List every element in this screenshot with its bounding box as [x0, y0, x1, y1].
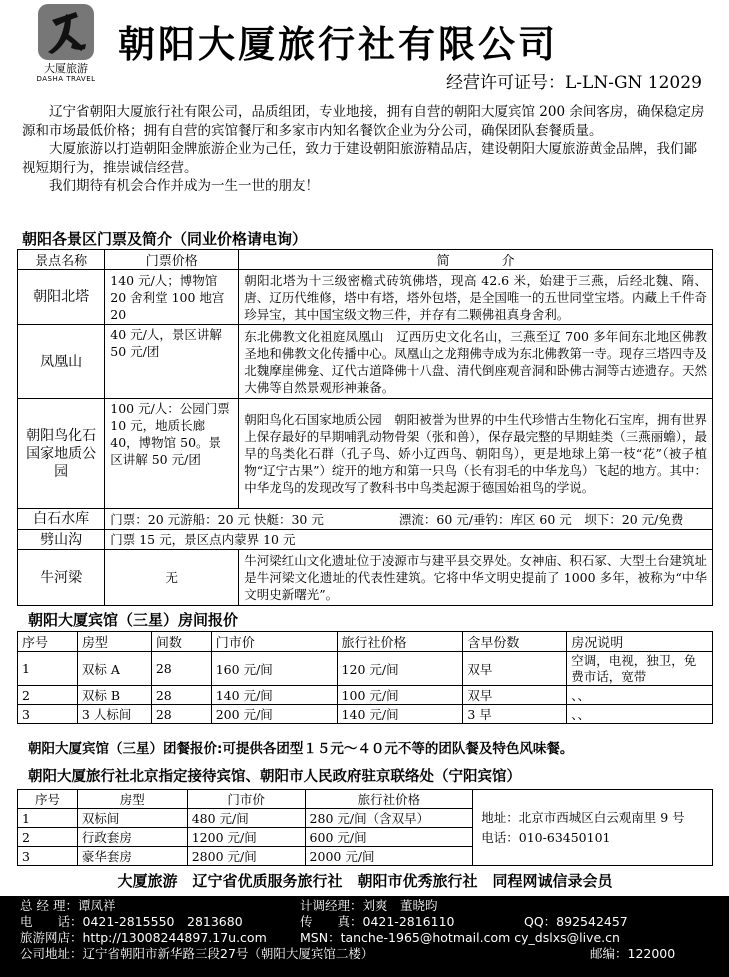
table-cell: 28	[151, 652, 211, 686]
table-cell: 1	[18, 652, 78, 686]
website-link[interactable]: 旅游网店：http://13008244897.17u.com	[20, 930, 267, 945]
table-row	[18, 399, 713, 509]
table-cell: 3	[18, 847, 78, 866]
table-row	[18, 705, 713, 724]
logo-text: 大厦旅游	[44, 62, 88, 75]
telephone: 电 话：0421-2815550 2813680	[20, 914, 243, 929]
table-cell: 2	[18, 686, 78, 705]
spot-name: 朝阳鸟化石国家地质公园	[18, 399, 105, 509]
table-cell: 双早	[463, 686, 567, 705]
table-header-row	[18, 790, 713, 809]
logo-english-text: DASHA TRAVEL	[36, 75, 96, 83]
table-cell: 双标 B	[77, 686, 151, 705]
column-header: 旅行社价格	[337, 632, 463, 652]
header	[0, 0, 729, 92]
table-cell: 160 元/间	[211, 652, 337, 686]
table-cell: 豪华套房	[77, 847, 187, 866]
column-header: 序号	[18, 632, 78, 652]
spot-price: 无	[105, 550, 239, 606]
spot-price: 140 元/人；博物馆 20 舍利堂 100 地宫 20	[105, 270, 239, 325]
beijing-hotel-table	[17, 789, 713, 866]
beijing-contact	[473, 790, 713, 866]
spot-description: 东北佛教文化祖庭凤凰山 辽西历史文化名山，三燕至辽 700 多年间东北地区佛教圣地和佛教文化传播中心。凤凰山之龙翔佛寺成为东北佛教第一寺。现存三塔四寺及北魏摩崖佛龛、辽代古道降佛十八盘、清代倒座观音洞和卧佛古洞等古迹遗存。天然大佛等自然景观形神兼备。	[239, 325, 713, 399]
fax: 传 真：0421-2816110	[300, 914, 455, 929]
table-row	[18, 550, 713, 606]
table-cell: 双标 A	[77, 652, 151, 686]
table-cell: 、、	[567, 686, 713, 705]
intro-text	[22, 103, 710, 196]
table-cell: 280 元/间（含双早）	[305, 809, 473, 828]
table-row	[18, 652, 713, 686]
table-cell: 200 元/间	[211, 705, 337, 724]
logo-mark-icon	[38, 4, 94, 60]
table-cell: 28	[151, 705, 211, 724]
table-row	[18, 686, 713, 705]
spot-description: 朝阳鸟化石国家地质公园 朝阳被誉为世界的中生代珍惜古生物化石宝库，拥有世界上保存最好的早期哺乳动物骨架（张和兽），保存最完整的早期蛙类（三燕丽蟾），最早的鸟类化石群（孔子鸟、娇小辽西鸟、朝阳鸟），更是地球上第一枝“花”（被子植物“辽宁古果”）绽开的地方和第一只鸟（长有羽毛的中华龙鸟）飞起的地方。其中：中华龙鸟的发现改写了教科书中鸟类起源于德国始祖鸟的学说。	[239, 399, 713, 509]
table-header-row	[18, 632, 713, 652]
honors-line: 大厦旅游 辽宁省优质服务旅行社 朝阳市优秀旅行社 同程网诚信录会员	[117, 872, 613, 890]
table-header-row	[18, 250, 713, 270]
intro-paragraph: 我们期待有机会合作并成为一生一世的朋友！	[49, 178, 319, 194]
column-header: 含早份数	[463, 632, 567, 652]
table-cell: 120 元/间	[337, 652, 463, 686]
column-header: 旅行社价格	[305, 790, 473, 809]
spot-price: 门票：20 元游船：20 元 快艇：30 元 漂流：60 元/垂钓：库区 60 元 坝下：20 元/免费	[105, 509, 713, 530]
table-cell: 480 元/间	[187, 809, 305, 828]
spot-name: 凤凰山	[18, 325, 105, 399]
spots-table	[17, 249, 713, 606]
spots-section-title: 朝阳各景区门票及简介（同业价格请电询）	[22, 230, 308, 248]
beijing-address: 地址：北京市西城区白云观南里 9 号	[481, 809, 685, 825]
table-row	[18, 270, 713, 325]
spot-price: 门票 15 元，景区点内蒙界 10 元	[105, 530, 713, 550]
column-header: 门票价格	[105, 250, 239, 270]
table-row	[18, 509, 713, 530]
hotel-section-title: 朝阳大厦宾馆（三星）房间报价	[28, 611, 239, 629]
general-manager: 总 经 理：谭凤祥	[20, 898, 116, 913]
intro-paragraph: 辽宁省朝阳大厦旅行社有限公司，品质组团，专业地接，拥有自营的朝阳大厦宾馆 200 余间客房，确保稳定房源和市场最低价格；拥有自营的宾馆餐厅和多家市内知名餐饮企业为分公司，确保团队套餐质量。	[22, 104, 705, 139]
table-cell: 3 人标间	[77, 705, 151, 724]
spot-name: 朝阳北塔	[18, 270, 105, 325]
postcode: 邮编：122000	[590, 946, 676, 961]
column-header: 房型	[77, 632, 151, 652]
spot-name: 劈山沟	[18, 530, 105, 550]
hotel-rooms-table	[17, 631, 713, 724]
spot-name: 白石水库	[18, 509, 105, 530]
spot-price: 40 元/人，景区讲解 50 元/团	[105, 325, 239, 399]
column-header: 景点名称	[18, 250, 105, 270]
company-address: 公司地址：辽宁省朝阳市新华路三段27号（朝阳大厦宾馆二楼）	[20, 946, 374, 961]
table-cell: 2	[18, 828, 78, 847]
table-cell: 双早	[463, 652, 567, 686]
table-row	[18, 530, 713, 550]
table-cell: 28	[151, 686, 211, 705]
table-cell: 600 元/间	[305, 828, 473, 847]
beijing-phone: 电话：010-63450101	[481, 829, 611, 845]
spot-description: 牛河梁红山文化遗址位于凌源市与建平县交界处。女神庙、积石冢、大型土台建筑址是牛河梁文化遗址的代表性建筑。它将中华文明史提前了 1000 多年，被称为“中华文明史新曙光”。	[239, 550, 713, 606]
company-name: 朝阳大厦旅行社有限公司	[118, 23, 558, 66]
column-header: 序号	[18, 790, 78, 809]
banquet-pricing-note: 朝阳大厦宾馆（三星）团餐报价:可提供各团型１５元～４０元不等的团队餐及特色风味餐。	[28, 741, 574, 757]
table-cell: 2800 元/间	[187, 847, 305, 866]
column-header: 门市价	[187, 790, 305, 809]
table-cell: 、、	[567, 705, 713, 724]
table-cell: 140 元/间	[337, 705, 463, 724]
company-logo	[30, 4, 102, 88]
license-number: 经营许可证号：L-LN-GN 12029	[446, 73, 702, 93]
table-cell: 空调，电视，独卫，免费市话，宽带	[567, 652, 713, 686]
table-cell: 双标间	[77, 809, 187, 828]
intro-paragraph: 大厦旅游以打造朝阳金牌旅游企业为己任，致力于建设朝阳旅游精品店，建设朝阳大厦旅游黄金品牌，我们鄙视短期行为，推崇诚信经营。	[22, 141, 697, 176]
table-cell: 140 元/间	[211, 686, 337, 705]
spot-price: 100 元/人：公园门票 10 元，地质长廊 40，博物馆 50。景区讲解 50 元/团	[105, 399, 239, 509]
column-header: 间数	[151, 632, 211, 652]
column-header: 房型	[77, 790, 187, 809]
column-header: 门市价	[211, 632, 337, 652]
table-cell: 1	[18, 809, 78, 828]
msn-contact: MSN：tanche-1965@hotmail.com cy_dslxs@live.cn	[300, 930, 620, 945]
table-row	[18, 325, 713, 399]
footer-contact-panel	[0, 896, 729, 977]
spot-name: 牛河梁	[18, 550, 105, 606]
column-header: 简 介	[239, 250, 713, 270]
table-cell: 2000 元/间	[305, 847, 473, 866]
beijing-section-title: 朝阳大厦旅行社北京指定接待宾馆、朝阳市人民政府驻京联络处（宁阳宾馆）	[28, 769, 521, 785]
planning-manager: 计调经理：刘爽 董晓昀	[300, 898, 438, 913]
table-cell: 1200 元/间	[187, 828, 305, 847]
table-cell: 3 早	[463, 705, 567, 724]
table-cell: 100 元/间	[337, 686, 463, 705]
table-cell: 3	[18, 705, 78, 724]
qq-number: QQ：892542457	[524, 914, 628, 929]
table-cell: 行政套房	[77, 828, 187, 847]
spot-description: 朝阳北塔为十三级密檐式砖筑佛塔，现高 42.6 米，始建于三燕，后经北魏、隋、唐、辽历代维修，塔中有塔，塔外包塔，是全国唯一的五世同堂宝塔。内藏上千件奇珍异宝，其中国宝级文物三件，并存有二颗佛祖真身舍利。	[239, 270, 713, 325]
column-header: 房况说明	[567, 632, 713, 652]
